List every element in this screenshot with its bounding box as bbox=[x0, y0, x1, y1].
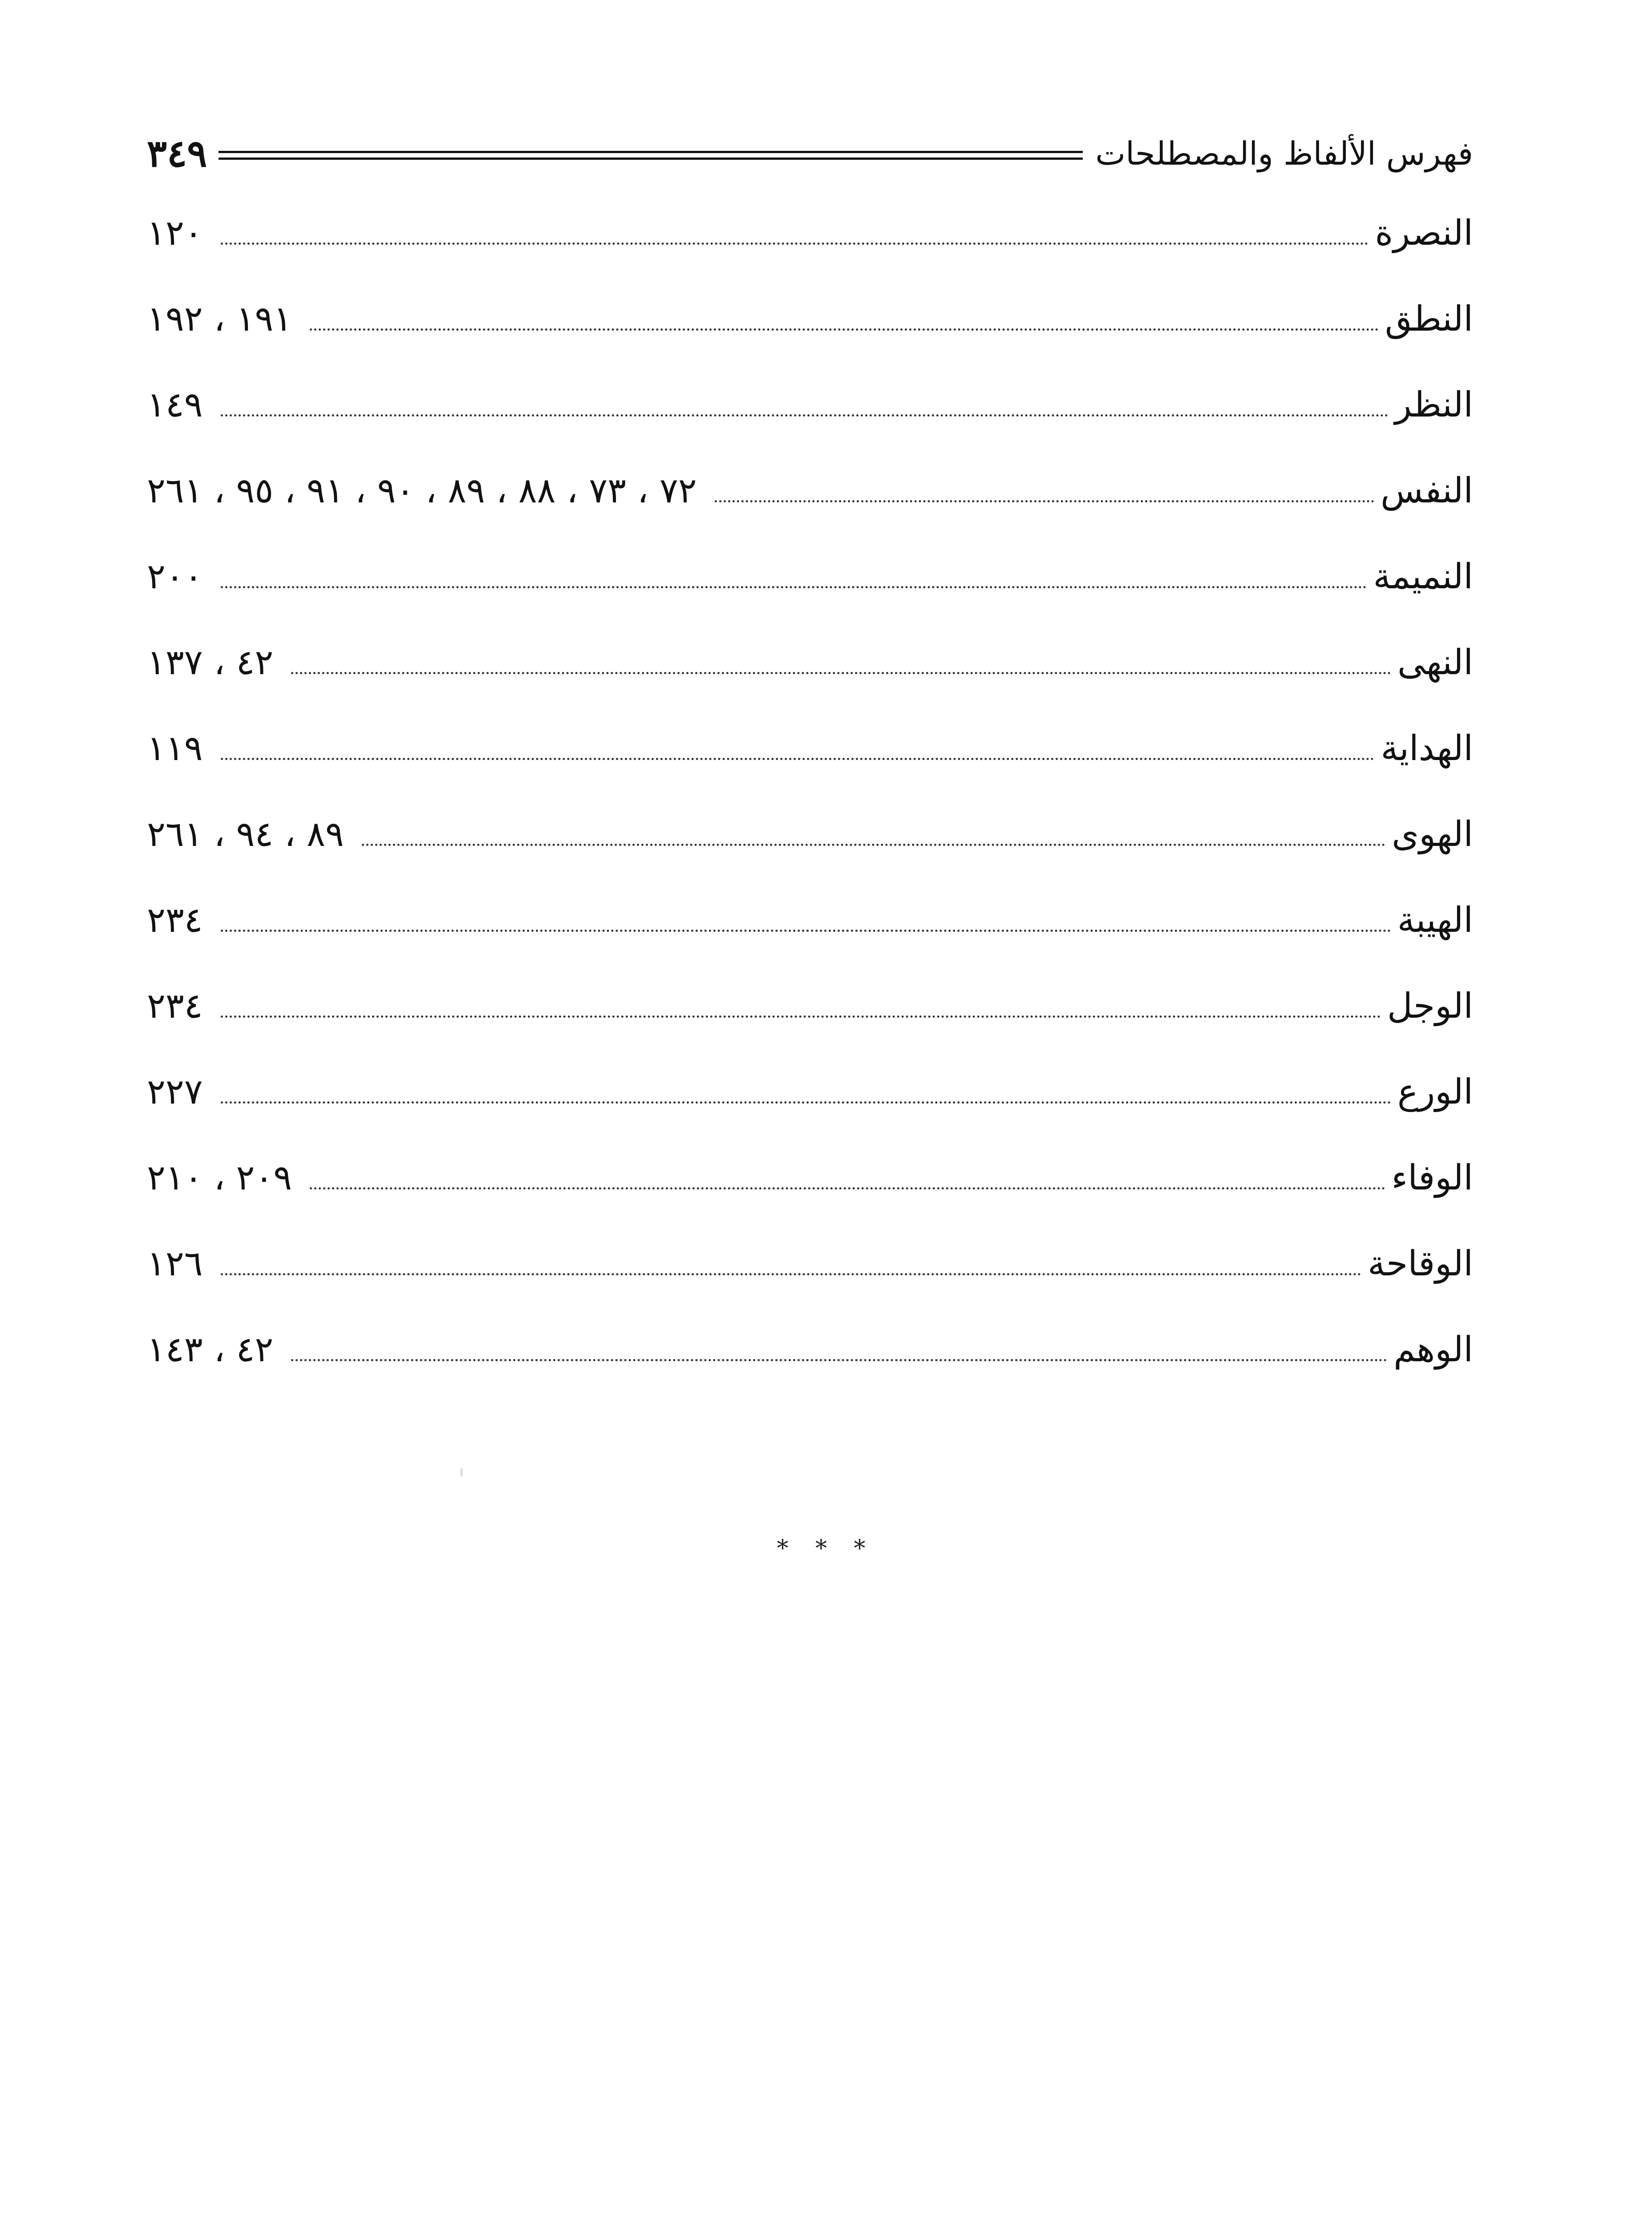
dot-leader bbox=[221, 1101, 1391, 1104]
entry-term: النصرة bbox=[1375, 213, 1473, 253]
index-entry bbox=[147, 1072, 1473, 1161]
entry-term: النفس bbox=[1381, 471, 1473, 511]
entry-term: الهداية bbox=[1381, 728, 1473, 769]
index-entry bbox=[147, 900, 1473, 989]
dot-leader bbox=[221, 1015, 1381, 1018]
index-entry bbox=[147, 1158, 1473, 1246]
entry-term: الهوى bbox=[1392, 814, 1473, 854]
index-entry bbox=[147, 728, 1473, 817]
entry-term: الوفاء bbox=[1391, 1158, 1473, 1198]
entry-term: الوقاحة bbox=[1368, 1244, 1473, 1284]
index-entry bbox=[147, 1332, 1473, 1418]
entry-term: الهيبة bbox=[1397, 900, 1473, 940]
entry-term: النطق bbox=[1385, 299, 1473, 339]
dot-leader bbox=[310, 328, 1379, 331]
entry-pages: ٢٢٧ bbox=[147, 1072, 203, 1112]
dot-leader bbox=[291, 1359, 1387, 1361]
dot-leader bbox=[362, 844, 1385, 846]
entry-pages: ٢٣٤ bbox=[147, 900, 203, 940]
index-entry bbox=[147, 1246, 1473, 1332]
index-entry bbox=[147, 385, 1473, 473]
entry-pages: ٨٩ ، ٩٤ ، ٢٦١ bbox=[147, 814, 344, 854]
dot-leader bbox=[221, 243, 1369, 245]
entry-pages: ١١٩ bbox=[147, 728, 203, 769]
entry-pages: ٢٠٩ ، ٢١٠ bbox=[147, 1158, 292, 1198]
entry-pages: ٤٢ ، ١٣٧ bbox=[147, 643, 274, 683]
dot-leader bbox=[221, 414, 1389, 417]
index-entry bbox=[147, 473, 1473, 559]
dot-leader bbox=[310, 1187, 1385, 1189]
entry-pages: ٤٢ ، ١٤٣ bbox=[147, 1330, 274, 1370]
entry-term: النظر bbox=[1395, 385, 1473, 425]
header-title: فهرس الألفاظ والمصطلحات bbox=[1095, 135, 1473, 172]
entry-pages: ١٢٦ bbox=[147, 1244, 203, 1284]
page-number: ٣٤٩ bbox=[147, 131, 207, 175]
entry-term: النميمة bbox=[1373, 557, 1473, 597]
header-double-rule bbox=[219, 151, 1083, 160]
entry-term: النهى bbox=[1397, 643, 1473, 683]
index-entries bbox=[147, 213, 1473, 1418]
index-entry bbox=[147, 645, 1473, 731]
running-header bbox=[147, 120, 1473, 187]
dot-leader bbox=[221, 758, 1375, 760]
entry-pages: ٢٣٤ bbox=[147, 986, 203, 1026]
dot-leader bbox=[291, 672, 1391, 674]
entry-pages: ٧٢ ، ٧٣ ، ٨٨ ، ٨٩ ، ٩٠ ، ٩١ ، ٩٥ ، ٢٦١ bbox=[147, 471, 697, 511]
paper-speck bbox=[461, 1468, 462, 1477]
dot-leader bbox=[221, 930, 1391, 932]
dot-leader bbox=[221, 1273, 1361, 1275]
dot-leader bbox=[715, 500, 1375, 502]
entry-pages: ١٩١ ، ١٩٢ bbox=[147, 299, 292, 339]
index-entry bbox=[147, 299, 1473, 388]
index-entry bbox=[147, 213, 1473, 302]
dot-leader bbox=[221, 586, 1367, 588]
entry-pages: ١٢٠ bbox=[147, 213, 203, 253]
end-ornament: * * * bbox=[777, 1535, 875, 1562]
index-page bbox=[147, 120, 1473, 1418]
entry-term: الورع bbox=[1397, 1072, 1473, 1112]
index-entry bbox=[147, 986, 1473, 1075]
index-entry bbox=[147, 814, 1473, 903]
index-entry bbox=[147, 559, 1473, 645]
entry-term: الوهم bbox=[1393, 1330, 1473, 1370]
entry-pages: ١٤٩ bbox=[147, 385, 203, 425]
entry-pages: ٢٠٠ bbox=[147, 557, 203, 597]
entry-term: الوجل bbox=[1387, 986, 1473, 1026]
